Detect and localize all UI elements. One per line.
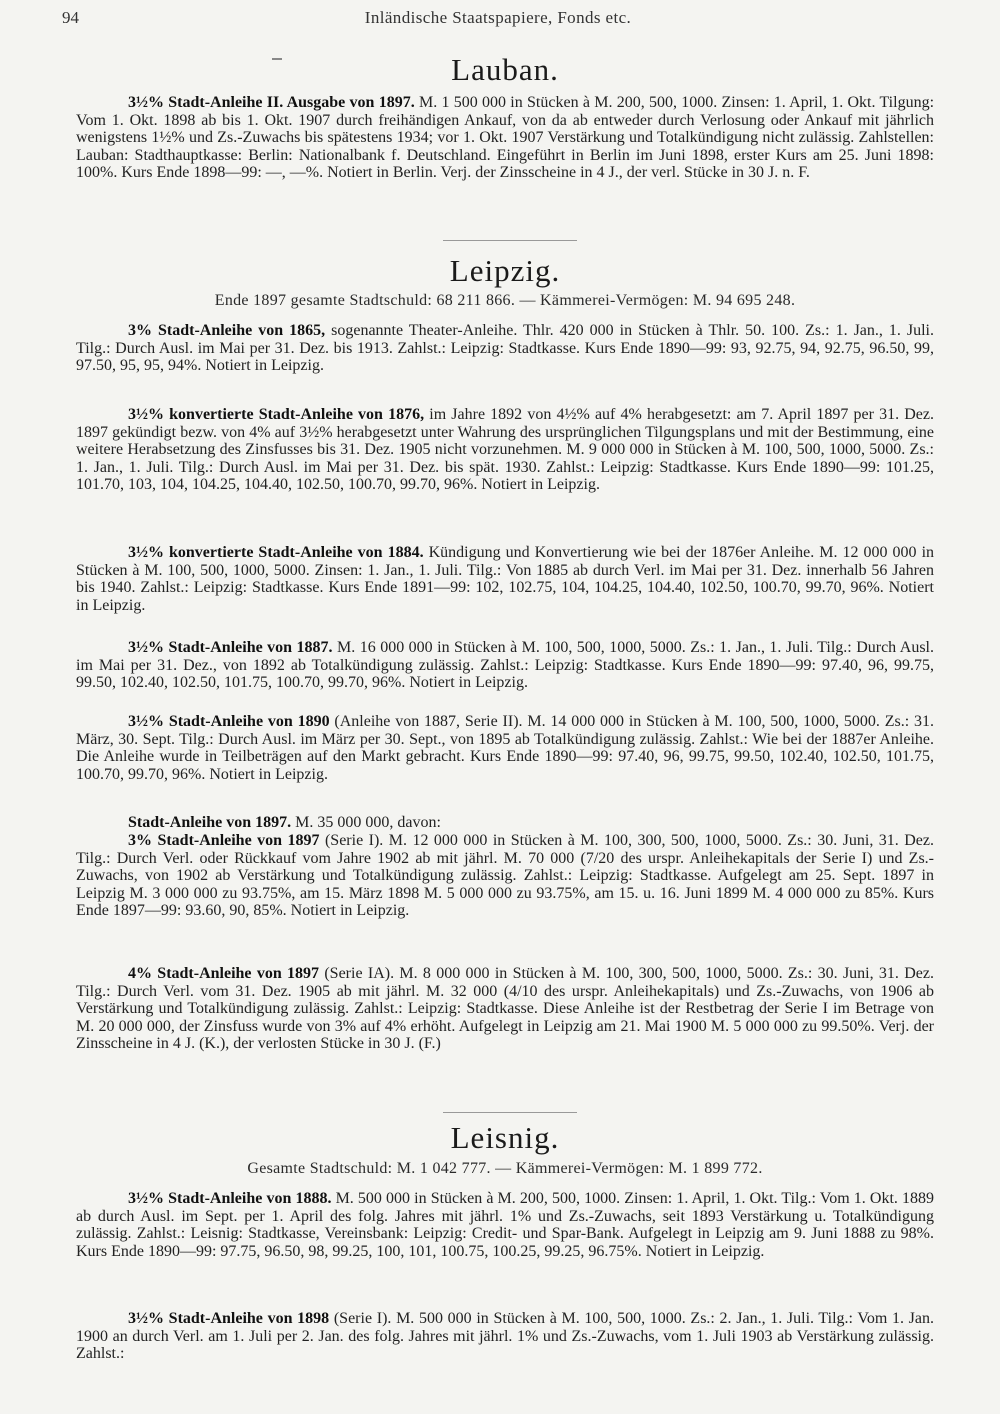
bond-title: 3½% Stadt-Anleihe von 1898 <box>128 1310 330 1327</box>
bond-text: (Serie IA). M. 8 000 000 in Stücken à M. 100, 300, 500, 1000, 5000. Zs.: 30. Juni, 31. Dez. Tilg.: Durch Verl. vom 31. Dez. 1905 ab mit jährl. M. 32 000 (4/10 des urspr. Anleihekapitals) und Zs.-Zuwachs, von 1906 ab Verstärkung und Totalkündigung zulässig. Zahlst.: Leipzig: Stadtkasse. Diese Anleihe ist der Restbetrag der Serie I im Betrage von M. 20 000 000, der Zinsfuss wurde von 3% auf 4% erhöht. Aufgelegt in Leipzig am 21. Mai 1900 M. 5 000 000 zu 99.50%. Verj. der Zinsscheine in 4 J. (K.), der verlosten Stücke in 30 J. (F.) <box>76 965 934 1053</box>
bond-title: 3% Stadt-Anleihe von 1865, <box>128 322 326 339</box>
page-header <box>62 8 934 30</box>
bond-text: M. 1 500 000 in Stücken à M. 200, 500, 1000. Zinsen: 1. April, 1. Okt. Tilgung: Vom 1. Okt. 1898 ab bis 1. Okt. 1907 durch freihändigen Ankauf, von da ab entweder durch Verlosung oder Ankauf mit jährlich wenigstens 1½% und Zs.-Zuwachs bis spätestens 1934; vor 1. Okt. 1907 Verstärkung und Totalkündigung nicht zulässig. Zahlstellen: Lauban: Stadthauptkasse: Berlin: Nationalbank f. Deutschland. Eingeführt in Berlin im Juni 1898, erster Kurs am 25. Juni 1898: 100%. Kurs Ende 1898—99: —, —%. Notiert in Berlin. Verj. der Zinsscheine in 4 J., der verl. Stücke in 30 J. n. F. <box>76 94 935 182</box>
page-number: 94 <box>62 8 79 27</box>
bond-title: 3% Stadt-Anleihe von 1897 <box>128 832 320 849</box>
bond-title: Stadt-Anleihe von 1897. <box>128 814 292 831</box>
bond-title: 3½% konvertierte Stadt-Anleihe von 1876, <box>128 406 425 423</box>
debt-summary-leipzig: Ende 1897 gesamte Stadtschuld: 68 211 866. — Kämmerei-Vermögen: M. 94 695 248. <box>214 292 796 309</box>
bond-text: sogenannte Theater-Anleihe. Thlr. 420 000 in Stücken à Thlr. 50. 100. Zs.: 1. Jan., 1. Juli. Tilg.: Durch Ausl. im Mai per 31. Dez. bis 1913. Zahlst.: Leipzig: Stadtkasse. Kurs Ende 1890—99: 93, 92.75, 94, 92.75, 96.50, 99, 97.50, 95, 95, 94%. Notiert in Leipzig. <box>76 322 935 375</box>
bond-text: M. 500 000 in Stücken à M. 200, 500, 1000. Zinsen: 1. April, 1. Okt. Tilg.: Vom 1. Okt. 1889 ab durch Ausl. im Sept. per 1. April des folg. Jahres mit jährl. 1% und Zs.-Zuwachs, seit 1893 Verstärkung u. Totalkündigung zulässig. Zahlst.: Leisnig: Stadtkasse, Vereinsbank: Leipzig: Credit- und Spar-Bank. Aufgelegt in Leipzig am 9. Juni 1888 zu 98%. Kurs Ende 1890—99: 97.75, 96.50, 98, 99.25, 100, 101, 100.75, 100.25, 99.25, 96.75%. Notiert in Leipzig. <box>76 1190 935 1260</box>
section-title-leipzig: Leipzig. <box>449 253 561 288</box>
section-divider <box>443 240 577 241</box>
bond-text: (Serie I). M. 500 000 in Stücken à M. 100, 500, 1000. Zs.: 2. Jan., 1. Juli. Tilg.: Vom 1. Jan. 1900 an durch Verl. am 1. Juli per 2. Jan. des folg. Jahres mit jährl. 1% und Zs.-Zuwachs, vom 1. Juli 1903 ab Verstärkung zulässig. Zahlst.: <box>76 1310 935 1363</box>
bond-text: M. 16 000 000 in Stücken à M. 100, 500, 1000, 5000. Zs.: 1. Jan., 1. Juli. Tilg.: Durch Ausl. im Mai per 31. Dez., von 1892 ab Totalkündigung zulässig. Zahlst.: Leipzig: Stadtkasse. Kurs Ende 1890—99: 97.40, 96, 99.75, 99.50, 102.40, 102.50, 101.75, 100.70, 99.70, 96%. Notiert in Leipzig. <box>76 639 934 692</box>
bond-text: (Anleihe von 1887, Serie II). M. 14 000 000 in Stücken à M. 100, 500, 1000, 5000. Zs.: 31. März, 30. Sept. Tilg.: Durch Ausl. im März per 30. Sept., von 1895 ab Totalkündigung zulässig. Zahlst.: Wie bei der 1887er Anleihe. Die Anleihe wurde in Teilbeträgen auf den Markt gebracht. Kurs Ende 1890—99: 97.40, 96, 99.75, 99.50, 102.40, 102.50, 101.75, 100.70, 99.70, 96%. Notiert in Leipzig. <box>76 713 935 783</box>
paragraph-leisnig-1 <box>76 1190 934 1260</box>
paragraph-leipzig-5 <box>76 713 934 783</box>
bond-text: Kündigung und Konvertierung wie bei der 1876er Anleihe. M. 12 000 000 in Stücken à M. 100, 500, 1000, 5000. Zinsen: 1. Jan., 1. Juli. Tilg.: Von 1885 ab durch Verl. im Mai per 31. Dez. innerhalb 56 Jahren bis 1940. Zahlst.: Leipzig: Stadtkasse. Kurs Ende 1891—99: 102, 102.75, 104, 104.25, 104.40, 102.50, 100.70, 99.70, 96%. Notiert in Leipzig. <box>76 544 935 614</box>
bond-title: 3½% Stadt-Anleihe von 1890 <box>128 713 330 730</box>
paragraph-leipzig-3 <box>76 544 934 614</box>
paragraph-leipzig-8 <box>76 965 934 1053</box>
paragraph-leipzig-6 <box>76 814 934 832</box>
section-title-lauban: Lauban. <box>451 52 559 87</box>
bond-text: im Jahre 1892 von 4½% auf 4% herabgesetzt: am 7. April 1897 per 31. Dez. 1897 gekündigt bezw. von 4% auf 3½% herabgesetzt unter Wahrung des ursprünglichen Tilgungsplans und mit der Bestimmung, eine weitere Herabsetzung des Zinsfusses bis 31. Dez. 1905 nicht vorzunehmen. M. 9 000 000 in Stücken à M. 100, 500, 1000, 5000. Zs.: 1. Jan., 1. Juli. Tilg.: Durch Ausl. im Mai per 31. Dez. bis spät. 1930. Zahlst.: Leipzig: Stadtkasse. Kurs Ende 1890—99: 101.25, 101.70, 103, 104, 104.25, 104.40, 102.50, 100.70, 99.70, 96%. Notiert in Leipzig. <box>76 406 935 494</box>
bond-title: 3½% Stadt-Anleihe von 1888. <box>128 1190 332 1207</box>
bond-title: 3½% Stadt-Anleihe II. Ausgabe von 1897. <box>128 94 415 111</box>
paragraph-leisnig-2 <box>76 1310 934 1363</box>
paragraph-leipzig-2 <box>76 406 934 494</box>
bond-title: 3½% Stadt-Anleihe von 1887. <box>128 639 333 656</box>
debt-summary-leisnig: Gesamte Stadtschuld: M. 1 042 777. — Kämmerei-Vermögen: M. 1 899 772. <box>247 1160 763 1177</box>
document-page <box>62 0 935 1414</box>
paragraph-leipzig-1 <box>76 322 934 375</box>
bond-title: 4% Stadt-Anleihe von 1897 <box>128 965 320 982</box>
section-divider <box>443 1112 577 1113</box>
paragraph-leipzig-7 <box>76 832 934 920</box>
paragraph-lauban-1 <box>76 94 934 182</box>
section-title-leisnig: Leisnig. <box>450 1120 560 1155</box>
bond-text: (Serie I). M. 12 000 000 in Stücken à M. 100, 300, 500, 1000, 5000. Zs.: 30. Juni, 31. Dez. Tilg.: Durch Verl. oder Rückkauf vom Jahre 1902 ab mit jährl. M. 70 000 (7/20 des urspr. Anleihekapitals der Serie I) und Zs.-Zuwachs, von 1902 ab Verstärkung und Totalkündigung zulässig. Zahlst.: Leipzig: Stadtkasse. Aufgelegt am 25. Sept. 1897 in Leipzig M. 3 000 000 zu 93.75%, am 15. März 1898 M. 5 000 000 zu 93.75%, am 15. u. 16. Juni 1899 M. 4 000 000 zu 85%. Kurs Ende 1897—99: 93.60, 90, 85%. Notiert in Leipzig. <box>76 832 935 920</box>
running-title: Inländische Staatspapiere, Fonds etc. <box>364 8 632 27</box>
paragraph-leipzig-4 <box>76 639 934 692</box>
bond-title: 3½% konvertierte Stadt-Anleihe von 1884. <box>128 544 424 561</box>
bond-text: M. 35 000 000, davon: <box>291 814 441 831</box>
